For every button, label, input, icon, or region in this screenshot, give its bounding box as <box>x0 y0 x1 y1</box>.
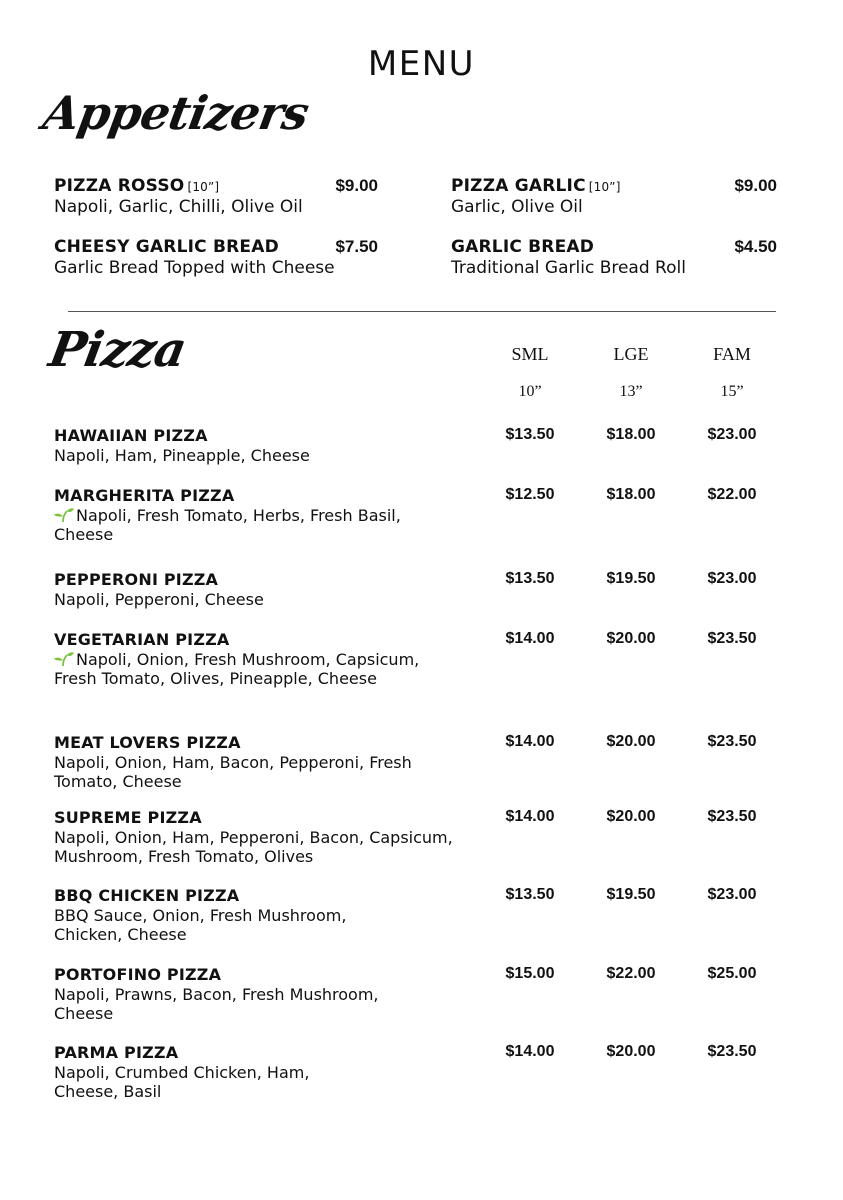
appetizer-price: $4.50 <box>734 237 777 256</box>
pizza-name: VEGETARIAN PIZZA <box>54 630 230 649</box>
price-fam: $23.00 <box>707 886 757 903</box>
pizza-item <box>54 808 774 866</box>
price-lge: $20.00 <box>606 1043 656 1060</box>
price-fam: $25.00 <box>707 965 757 982</box>
pizza-item <box>54 486 774 544</box>
appetizer-description: Garlic, Olive Oil <box>451 197 583 217</box>
pizza-item <box>54 570 774 609</box>
price-fam: $23.00 <box>707 426 757 443</box>
page-title: MENU <box>367 44 476 84</box>
column-header-fam: FAM <box>713 344 751 364</box>
price-lge: $19.50 <box>606 886 656 903</box>
appetizer-size: [10”] <box>588 180 621 194</box>
appetizer-price: $9.00 <box>335 176 378 195</box>
pizza-description: Napoli, Onion, Fresh Mushroom, Capsicum, Fresh Tomato, Olives, Pineapple, Cheese <box>54 650 420 688</box>
pizza-name: PARMA PIZZA <box>54 1043 179 1062</box>
pizza-description: Napoli, Prawns, Bacon, Fresh Mushroom, Cheese <box>54 985 379 1023</box>
price-lge: $18.00 <box>606 486 656 503</box>
pizza-item <box>54 630 774 688</box>
price-sml: $12.50 <box>505 486 555 503</box>
price-sml: $14.00 <box>505 733 555 750</box>
pizza-name: MARGHERITA PIZZA <box>54 486 235 505</box>
price-fam: $23.50 <box>707 733 757 750</box>
appetizer-size: [10”] <box>187 180 220 194</box>
appetizer-item <box>451 176 777 217</box>
price-fam: $23.50 <box>707 1043 757 1060</box>
pizza-description: Napoli, Pepperoni, Cheese <box>54 590 264 609</box>
price-lge: $20.00 <box>606 808 656 825</box>
appetizer-description: Napoli, Garlic, Chilli, Olive Oil <box>54 197 303 217</box>
pizza-name: PORTOFINO PIZZA <box>54 965 222 984</box>
price-fam: $23.50 <box>707 808 757 825</box>
price-sml: $13.50 <box>505 570 555 587</box>
pizza-item <box>54 426 774 465</box>
pizza-description: Napoli, Onion, Ham, Pepperoni, Bacon, Capsicum, Mushroom, Fresh Tomato, Olives <box>54 828 453 866</box>
column-header-sml: SML <box>511 344 549 364</box>
appetizer-name: PIZZA GARLIC <box>451 176 586 196</box>
pizza-description: Napoli, Ham, Pineapple, Cheese <box>54 446 310 465</box>
price-sml: $15.00 <box>505 965 555 982</box>
pizza-name: HAWAIIAN PIZZA <box>54 426 208 445</box>
appetizer-name: CHEESY GARLIC BREAD <box>54 237 279 257</box>
appetizer-price: $7.50 <box>335 237 378 256</box>
price-lge: $18.00 <box>606 426 656 443</box>
appetizer-item <box>54 176 384 217</box>
pizza-item <box>54 886 774 944</box>
price-sml: $14.00 <box>505 630 555 647</box>
leaf-icon <box>54 652 74 666</box>
appetizer-price: $9.00 <box>734 176 777 195</box>
pizza-name: BBQ CHICKEN PIZZA <box>54 886 240 905</box>
price-lge: $19.50 <box>606 570 656 587</box>
pizza-name: MEAT LOVERS PIZZA <box>54 733 241 752</box>
price-sml: $14.00 <box>505 1043 555 1060</box>
column-size-sml: 10” <box>518 383 542 400</box>
appetizer-item <box>451 237 777 278</box>
price-sml: $14.00 <box>505 808 555 825</box>
price-fam: $22.00 <box>707 486 757 503</box>
section-divider <box>68 311 776 312</box>
appetizer-item <box>54 237 384 278</box>
leaf-icon <box>54 508 74 522</box>
pizza-description: Napoli, Fresh Tomato, Herbs, Fresh Basil, Cheese <box>54 506 401 544</box>
appetizer-description: Garlic Bread Topped with Cheese <box>54 258 335 278</box>
pizza-item <box>54 965 774 1023</box>
appetizer-description: Traditional Garlic Bread Roll <box>451 258 686 278</box>
price-lge: $20.00 <box>606 733 656 750</box>
column-size-fam: 15” <box>720 383 744 400</box>
column-size-lge: 13” <box>619 383 643 400</box>
appetizer-name: GARLIC BREAD <box>451 237 595 257</box>
pizza-description: BBQ Sauce, Onion, Fresh Mushroom, Chicken, Cheese <box>54 906 347 944</box>
pizza-heading: Pizza <box>45 322 190 378</box>
pizza-description: Napoli, Crumbed Chicken, Ham, Cheese, Basil <box>54 1063 310 1101</box>
pizza-name: PEPPERONI PIZZA <box>54 570 219 589</box>
price-lge: $22.00 <box>606 965 656 982</box>
appetizers-heading: Appetizers <box>39 86 313 140</box>
pizza-item <box>54 733 774 791</box>
price-fam: $23.00 <box>707 570 757 587</box>
pizza-description: Napoli, Onion, Ham, Bacon, Pepperoni, Fresh Tomato, Cheese <box>54 753 412 791</box>
price-sml: $13.50 <box>505 886 555 903</box>
pizza-name: SUPREME PIZZA <box>54 808 202 827</box>
appetizer-name: PIZZA ROSSO <box>54 176 185 196</box>
price-lge: $20.00 <box>606 630 656 647</box>
column-header-lge: LGE <box>613 344 649 364</box>
pizza-item <box>54 1043 774 1101</box>
price-fam: $23.50 <box>707 630 757 647</box>
price-sml: $13.50 <box>505 426 555 443</box>
